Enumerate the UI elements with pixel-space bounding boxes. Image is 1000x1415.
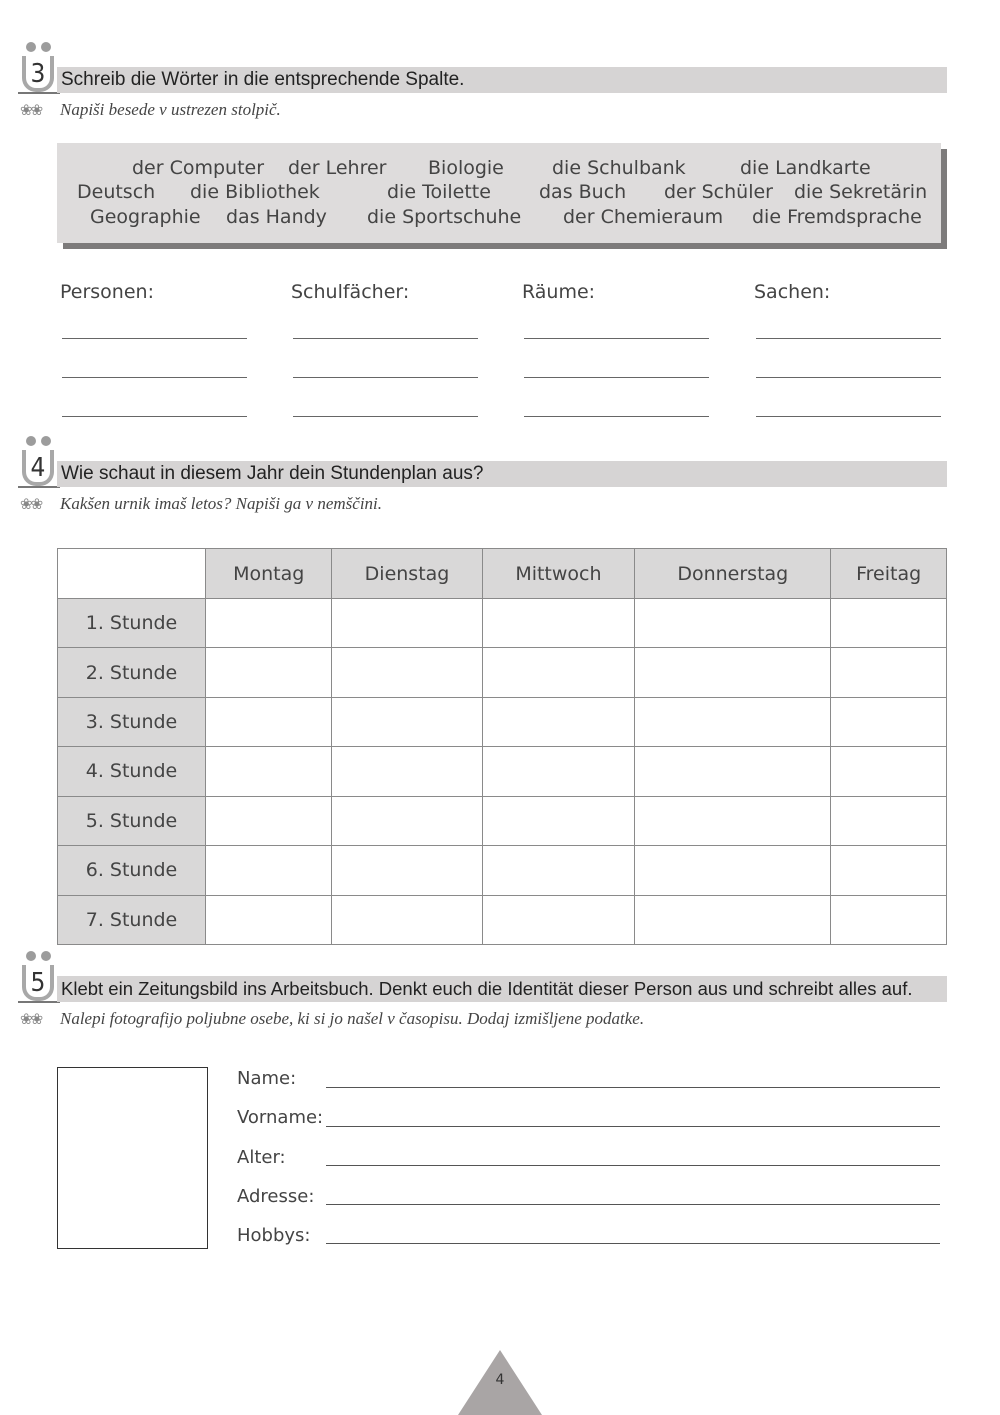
day-header: Montag bbox=[206, 549, 332, 599]
timetable-cell[interactable] bbox=[482, 796, 635, 845]
table-row bbox=[58, 846, 947, 895]
timetable-cell[interactable] bbox=[332, 648, 482, 697]
timetable-cell[interactable] bbox=[482, 846, 635, 895]
day-header: Mittwoch bbox=[482, 549, 635, 599]
timetable-cell[interactable] bbox=[332, 796, 482, 845]
word: der Chemieraum bbox=[563, 206, 724, 228]
timetable-cell[interactable] bbox=[482, 697, 635, 746]
word: das Handy bbox=[226, 206, 327, 228]
page-number: 4 bbox=[495, 1372, 505, 1388]
answer-blank[interactable] bbox=[524, 416, 709, 417]
vorname-field[interactable] bbox=[326, 1126, 940, 1127]
timetable-cell[interactable] bbox=[635, 697, 831, 746]
exercise-rule bbox=[18, 1001, 60, 1003]
table-row bbox=[58, 599, 947, 648]
answer-blank[interactable] bbox=[756, 338, 941, 339]
table-row bbox=[58, 747, 947, 796]
answer-blank[interactable] bbox=[293, 416, 478, 417]
timetable-cell[interactable] bbox=[332, 895, 482, 944]
answer-blank[interactable] bbox=[524, 377, 709, 378]
word: der Computer bbox=[132, 157, 265, 179]
timetable-cell[interactable] bbox=[635, 895, 831, 944]
exercise-number: 3 bbox=[30, 59, 46, 89]
day-header: Donnerstag bbox=[635, 549, 831, 599]
exercise-subtitle-row bbox=[20, 1009, 644, 1029]
word: der Lehrer bbox=[288, 157, 387, 179]
day-header: Dienstag bbox=[332, 549, 482, 599]
word: Biologie bbox=[428, 157, 504, 179]
double-flower-icon: ❀❀ bbox=[20, 1012, 42, 1028]
timetable-cell[interactable] bbox=[332, 747, 482, 796]
table-row bbox=[58, 648, 947, 697]
period-label: 1. Stunde bbox=[58, 599, 206, 648]
word: der Schüler bbox=[664, 181, 773, 203]
timetable-cell[interactable] bbox=[831, 747, 947, 796]
timetable-cell[interactable] bbox=[831, 796, 947, 845]
timetable bbox=[57, 548, 947, 945]
timetable-cell[interactable] bbox=[206, 796, 332, 845]
exercise-number: 5 bbox=[30, 968, 46, 998]
exercise-subtitle: Nalepi fotografijo poljubne osebe, ki si jo našel v časopisu. Dodaj izmišljene podatke. bbox=[60, 1009, 645, 1028]
timetable-corner bbox=[58, 549, 206, 599]
exercise-title: Klebt ein Zeitungsbild ins Arbeitsbuch. Denkt euch die Identität dieser Person aus und schreibt alles auf. bbox=[61, 978, 913, 999]
timetable-cell[interactable] bbox=[206, 747, 332, 796]
double-flower-icon: ❀❀ bbox=[20, 497, 42, 513]
exercise-subtitle: Napiši besede v ustrezen stolpič. bbox=[60, 100, 281, 119]
exercise-subtitle-row bbox=[20, 100, 281, 120]
answer-blank[interactable] bbox=[293, 377, 478, 378]
timetable-cell[interactable] bbox=[206, 697, 332, 746]
form-label-adresse: Adresse: bbox=[237, 1186, 315, 1207]
exercise-title-bar bbox=[57, 461, 947, 487]
timetable-cell[interactable] bbox=[831, 599, 947, 648]
word-box bbox=[57, 143, 941, 243]
exercise-title-bar bbox=[57, 67, 947, 93]
word: die Toilette bbox=[387, 181, 491, 203]
exercise-subtitle: Kakšen urnik imaš letos? Napiši ga v nemščini. bbox=[60, 494, 383, 513]
timetable-cell[interactable] bbox=[635, 796, 831, 845]
answer-blank[interactable] bbox=[524, 338, 709, 339]
day-header: Freitag bbox=[831, 549, 947, 599]
answer-blank[interactable] bbox=[756, 416, 941, 417]
exercise-subtitle-row bbox=[20, 494, 382, 514]
timetable-cell[interactable] bbox=[831, 895, 947, 944]
exercise-rule bbox=[18, 486, 60, 488]
adresse-field[interactable] bbox=[326, 1204, 940, 1205]
word: Geographie bbox=[90, 206, 201, 228]
timetable-cell[interactable] bbox=[206, 895, 332, 944]
table-row bbox=[58, 895, 947, 944]
category-label: Personen: bbox=[60, 281, 154, 303]
timetable-cell[interactable] bbox=[482, 599, 635, 648]
double-flower-icon: ❀❀ bbox=[20, 103, 42, 119]
period-label: 6. Stunde bbox=[58, 846, 206, 895]
answer-blank[interactable] bbox=[62, 416, 247, 417]
category-label: Räume: bbox=[522, 281, 596, 303]
timetable-cell[interactable] bbox=[206, 599, 332, 648]
answer-blank[interactable] bbox=[293, 338, 478, 339]
exercise-number: 4 bbox=[30, 453, 46, 483]
timetable-cell[interactable] bbox=[206, 648, 332, 697]
word: die Landkarte bbox=[740, 157, 871, 179]
timetable-cell[interactable] bbox=[482, 895, 635, 944]
answer-blank[interactable] bbox=[62, 377, 247, 378]
name-field[interactable] bbox=[326, 1087, 940, 1088]
word: die Sekretärin bbox=[794, 181, 928, 203]
table-row bbox=[58, 796, 947, 845]
hobbys-field[interactable] bbox=[326, 1243, 940, 1244]
timetable-cell[interactable] bbox=[635, 846, 831, 895]
table-row bbox=[58, 697, 947, 746]
timetable-cell[interactable] bbox=[635, 747, 831, 796]
timetable-cell[interactable] bbox=[332, 599, 482, 648]
word: Deutsch bbox=[77, 181, 156, 203]
category-label: Schulfächer: bbox=[291, 281, 410, 303]
form-label-name: Name: bbox=[237, 1068, 297, 1089]
timetable-cell[interactable] bbox=[635, 599, 831, 648]
timetable-cell[interactable] bbox=[332, 846, 482, 895]
answer-blank[interactable] bbox=[62, 338, 247, 339]
photo-paste-box[interactable] bbox=[57, 1067, 208, 1249]
timetable-cell[interactable] bbox=[482, 648, 635, 697]
alter-field[interactable] bbox=[326, 1165, 940, 1166]
word: die Schulbank bbox=[552, 157, 686, 179]
timetable-cell[interactable] bbox=[831, 846, 947, 895]
word: die Fremdsprache bbox=[752, 206, 922, 228]
timetable-cell[interactable] bbox=[332, 697, 482, 746]
period-label: 7. Stunde bbox=[58, 895, 206, 944]
timetable-cell[interactable] bbox=[482, 747, 635, 796]
form-label-vorname: Vorname: bbox=[237, 1107, 324, 1128]
period-label: 2. Stunde bbox=[58, 648, 206, 697]
word: die Sportschuhe bbox=[367, 206, 522, 228]
timetable-cell[interactable] bbox=[635, 648, 831, 697]
period-label: 4. Stunde bbox=[58, 747, 206, 796]
exercise-title: Schreib die Wörter in die entsprechende Spalte. bbox=[61, 69, 465, 90]
form-label-hobbys: Hobbys: bbox=[237, 1225, 311, 1246]
period-label: 3. Stunde bbox=[58, 697, 206, 746]
timetable-cell[interactable] bbox=[831, 648, 947, 697]
exercise-title-bar bbox=[57, 976, 947, 1002]
answer-blank[interactable] bbox=[756, 377, 941, 378]
word: die Bibliothek bbox=[190, 181, 320, 203]
period-label: 5. Stunde bbox=[58, 796, 206, 845]
form-label-alter: Alter: bbox=[237, 1147, 286, 1168]
timetable-cell[interactable] bbox=[206, 846, 332, 895]
word: das Buch bbox=[539, 181, 627, 203]
category-label: Sachen: bbox=[754, 281, 831, 303]
timetable-cell[interactable] bbox=[831, 697, 947, 746]
exercise-title: Wie schaut in diesem Jahr dein Stundenplan aus? bbox=[61, 463, 484, 484]
exercise-rule bbox=[18, 92, 60, 94]
